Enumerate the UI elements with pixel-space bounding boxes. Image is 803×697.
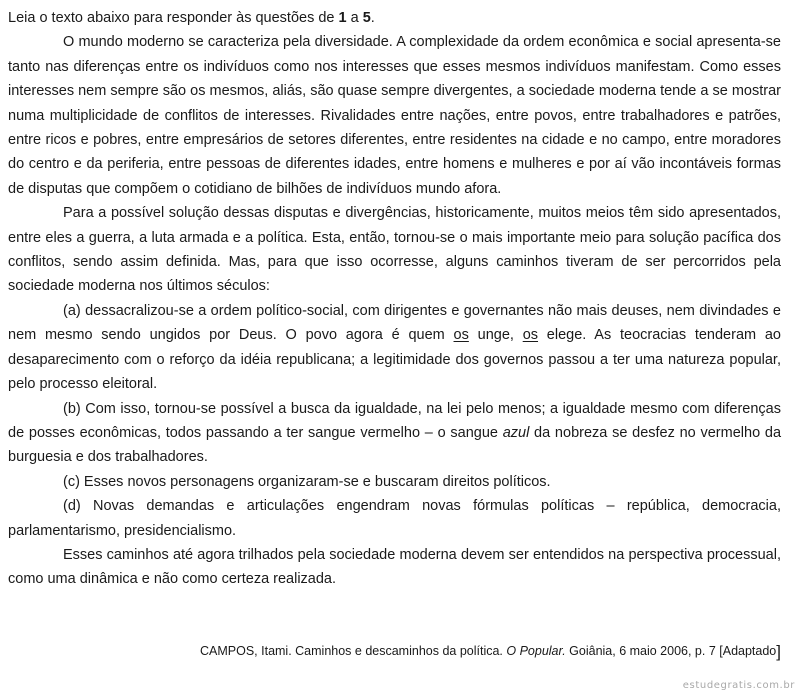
paragraph-item-b: (b) Com isso, tornou-se possível a busca da igualdade, na lei pelo menos; a igualdade mesmo com diferenças de posses econômicas, todos passando a ter sangue vermelho – o sangue azul da nobreza se desfez no vermelho da burguesia e dos trabalhadores. <box>8 400 782 466</box>
paragraph-2: Para a possível solução dessas disputas e divergências, historicamente, muitos meios têm sido apresentados, entre eles a guerra, a luta armada e a política. Esta, então, tornou-se o mais importante meio para solução pacífica dos conflitos, sendo assim definida. Mas, para que isso ocorresse, alguns caminhos tiveram de ser percorridos pela sociedade moderna nos últimos séculos: <box>8 205 781 295</box>
italic-word: azul <box>502 424 530 441</box>
paragraph-item-a: (a) dessacralizou-se a ordem político-social, com dirigentes e governantes não mais deuses, nem divindades e nem mesmo sendo ungidos por Deus. O povo agora é quem os unge, os elege. As teocracias tenderam ao desaparecimento com o reforço da idéia republicana; a legitimidade dos governos passou a ter uma natureza popular, pelo processo eleitoral. <box>8 302 781 393</box>
question-end-number: 5 <box>362 10 371 26</box>
instruction-text: Leia o texto abaixo para responder às questões de <box>8 10 339 26</box>
document-body <box>8 6 782 661</box>
paragraph-1: O mundo moderno se caracteriza pela diversidade. A complexidade da ordem econômica e social apresenta-se tanto nas diferenças entre os indivíduos como nos interesses que esses mesmos indivíduos manifestam. Como esses interesses nem sempre são os mesmos, aliás, são quase sempre divergentes, a sociedade moderna tende a se mostrar numa multiplicidade de conflitos de interesses. Rivalidades entre nações, entre povos, entre trabalhadores e patrões, entre ricos e pobres, entre empresários de setores diferentes, entre residentes na cidade e no campo, entre moradores do centro e da periferia, entre pessoas de diferentes idades, entre homens e mulheres e por aí vão incontáveis formas de disputas que compõem o cotidiano de bilhões de indivíduos mundo afora. <box>8 34 781 197</box>
paragraph-item-c: (c) Esses novos personagens organizaram-se e buscaram direitos políticos. <box>63 473 551 490</box>
instruction-text: . <box>370 10 375 26</box>
watermark: estudegratis.com.br <box>682 680 795 691</box>
source-citation: CAMPOS, Itami. Caminhos e descaminhos da política. O Popular. Goiânia, 6 maio 2006, p. 7 [Adaptado] <box>200 642 781 661</box>
underlined-pronoun: os <box>522 327 539 344</box>
underlined-pronoun: os <box>453 327 469 344</box>
paragraph-3: Esses caminhos até agora trilhados pela sociedade moderna devem ser entendidos na perspectiva processual, como uma dinâmica e não como certeza realizada. <box>8 546 781 588</box>
question-start-number: 1 <box>338 10 347 26</box>
instruction-text: a <box>346 10 363 26</box>
instruction-line <box>8 6 781 30</box>
paragraph-item-d: (d) Novas demandas e articulações engendram novas fórmulas políticas – república, democracia, parlamentarismo, presidencialismo. <box>8 498 781 539</box>
publication-name: O Popular. <box>506 644 566 658</box>
